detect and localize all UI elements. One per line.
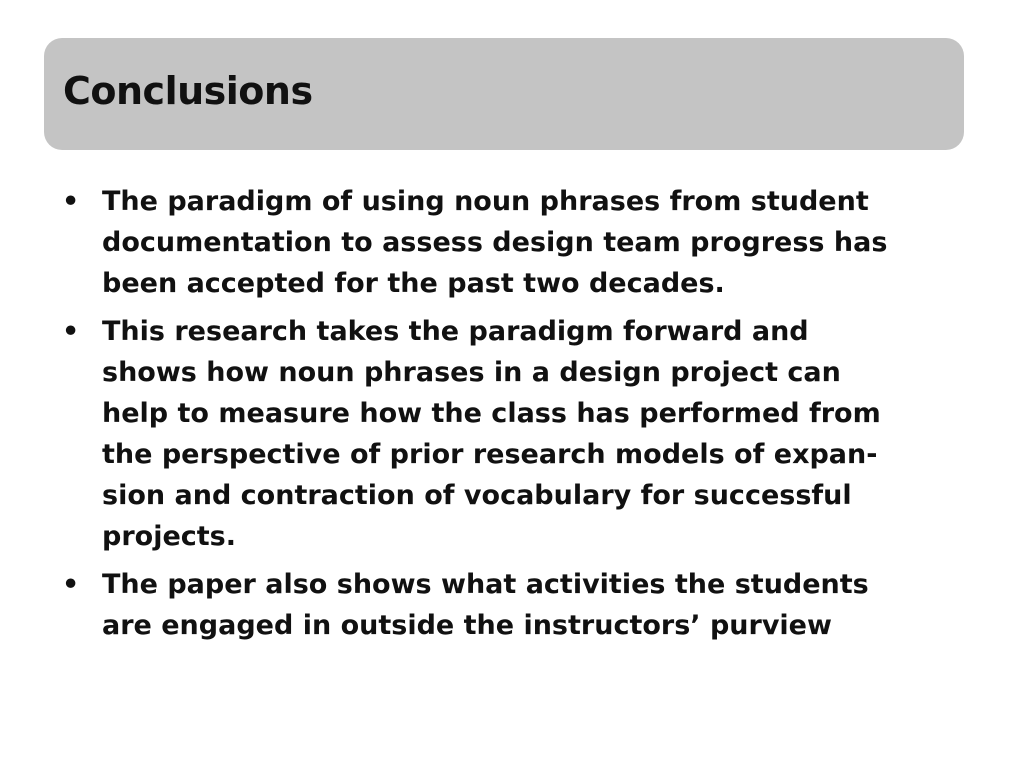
bullet-line: are engaged in outside the instructors’ purview	[102, 610, 832, 641]
bullet-line: documentation to assess design team progress has	[102, 227, 888, 258]
bullet-item-2	[62, 311, 962, 557]
bullet-icon: •	[62, 569, 80, 600]
bullet-line: been accepted for the past two decades.	[102, 268, 725, 299]
bullet-line: help to measure how the class has performed from	[102, 398, 881, 429]
bullet-line: sion and contraction of vocabulary for successful	[102, 480, 852, 511]
slide-title: Conclusions	[63, 69, 313, 113]
bullet-list	[62, 181, 962, 653]
bullet-line: the perspective of prior research models of expan-	[102, 439, 878, 470]
bullet-icon: •	[62, 316, 80, 347]
bullet-line: This research takes the paradigm forward and	[102, 316, 809, 347]
bullet-icon: •	[62, 186, 80, 217]
bullet-line: The paper also shows what activities the students	[102, 569, 869, 600]
bullet-item-3	[62, 564, 962, 646]
bullet-item-1	[62, 181, 962, 304]
bullet-line: shows how noun phrases in a design project can	[102, 357, 841, 388]
title-bar	[44, 38, 964, 150]
bullet-line: projects.	[102, 521, 236, 552]
bullet-line: The paradigm of using noun phrases from student	[102, 186, 869, 217]
